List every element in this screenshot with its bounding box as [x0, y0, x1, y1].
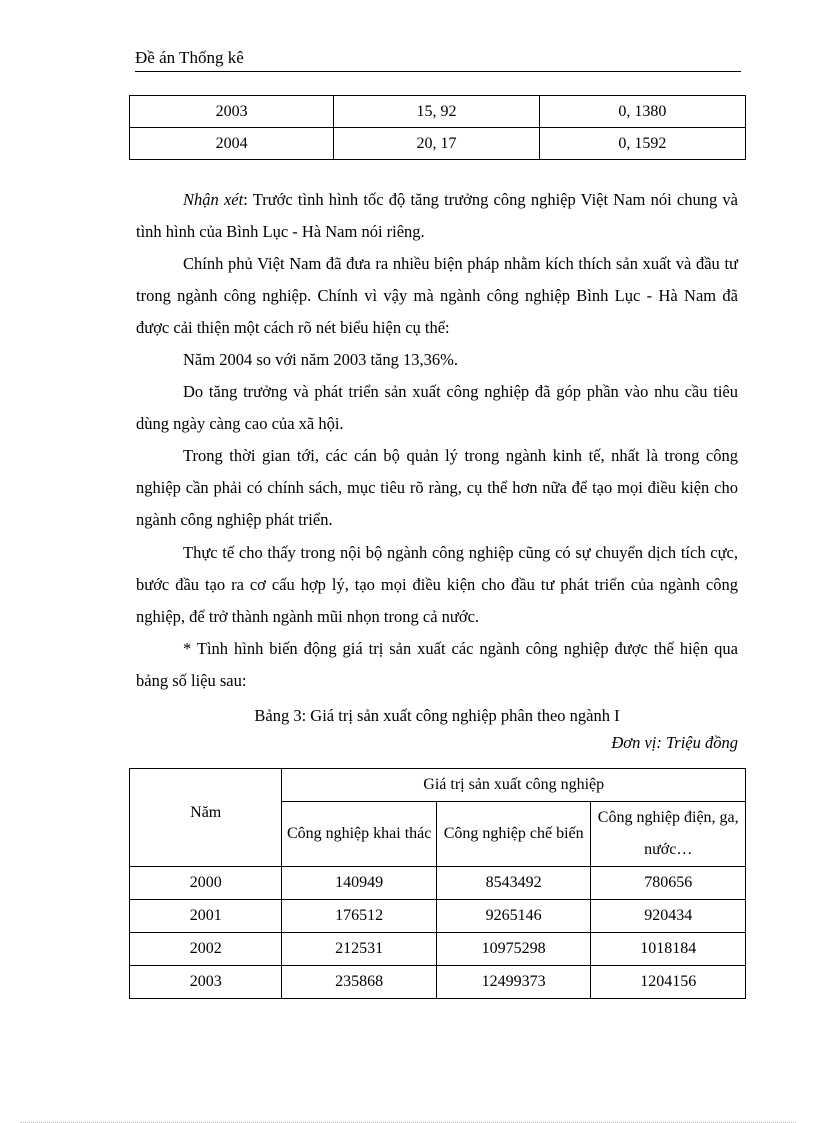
- table-cell: 12499373: [436, 966, 591, 999]
- paragraph-table-intro: * Tình hình biến động giá trị sản xuất các ngành công nghiệp được thể hiện qua bảng số liệu sau:: [136, 639, 738, 690]
- remark-text: : Trước tình hình tốc độ tăng trưởng công nghiệp Việt Nam nói chung và tình hình của Bình Lục - Hà Nam nói riêng.: [136, 190, 738, 241]
- industrial-output-table: [129, 768, 746, 999]
- table-cell: 235868: [282, 966, 436, 999]
- table-cell: 15, 92: [334, 96, 539, 128]
- table-cell: 140949: [282, 867, 436, 900]
- table-cell: 2002: [130, 933, 282, 966]
- paragraph-future-policy: Trong thời gian tới, các cán bộ quản lý trong ngành kinh tế, nhất là trong công nghiệp cần phải có chính sách, mục tiêu rõ ràng, cụ thể hơn nữa để tạo mọi điều kiện cho ngành công nghiệp phát triển.: [136, 446, 738, 529]
- utilities-column-header: Công nghiệp điện, ga, nước…: [591, 802, 746, 867]
- paragraph-consumption: Do tăng trưởng và phát triển sản xuất công nghiệp đã góp phần vào nhu cầu tiêu dùng ngày càng cao của xã hội.: [136, 382, 738, 433]
- document-header-title: Đề án Thống kê: [135, 48, 244, 67]
- table-cell: 10975298: [436, 933, 591, 966]
- table-row: [130, 900, 746, 933]
- growth-rate-table: [129, 95, 746, 160]
- table-cell: 2003: [130, 966, 282, 999]
- table-cell: 1018184: [591, 933, 746, 966]
- table-caption: Bảng 3: Giá trị sản xuất công nghiệp phân theo ngành I: [254, 706, 620, 725]
- paragraph-restructuring: Thực tế cho thấy trong nội bộ ngành công nghiệp cũng có sự chuyển dịch tích cực, bước đầu tạo ra cơ cấu hợp lý, tạo mọi điều kiện cho đầu tư phát triển của ngành công nghiệp, để trở thành ngành mũi nhọn trong cả nước.: [136, 543, 738, 626]
- processing-column-header: Công nghiệp chế biến: [436, 802, 591, 867]
- table-cell: 0, 1592: [539, 128, 745, 160]
- table-cell: 1204156: [591, 966, 746, 999]
- table-cell: 780656: [591, 867, 746, 900]
- table-cell: 212531: [282, 933, 436, 966]
- group-column-header: Giá trị sản xuất công nghiệp: [282, 769, 746, 802]
- paragraph-government-measures: Chính phủ Việt Nam đã đưa ra nhiều biện pháp nhằm kích thích sản xuất và đầu tư trong ngành công nghiệp. Chính vì vậy mà ngành công nghiệp Bình Lục - Hà Nam đã được cải thiện một cách rõ nét biểu hiện cụ thể:: [136, 254, 738, 337]
- paragraph-growth-statement: Năm 2004 so với năm 2003 tăng 13,36%.: [183, 350, 458, 369]
- paragraph-remark: [136, 184, 738, 248]
- year-column-header: Năm: [130, 769, 282, 867]
- table-cell: 8543492: [436, 867, 591, 900]
- table-cell: 2001: [130, 900, 282, 933]
- table-row: [130, 933, 746, 966]
- unit-label: Đơn vị: Triệu đồng: [611, 733, 738, 752]
- table-cell: 176512: [282, 900, 436, 933]
- remark-label: Nhận xét: [183, 190, 244, 209]
- table-cell: 2004: [130, 128, 334, 160]
- table-cell: 2003: [130, 96, 334, 128]
- header-divider: [135, 71, 741, 72]
- table-cell: 920434: [591, 900, 746, 933]
- table-cell: 2000: [130, 867, 282, 900]
- table-cell: 9265146: [436, 900, 591, 933]
- table-row: [130, 96, 746, 128]
- mining-column-header: Công nghiệp khai thác: [282, 802, 436, 867]
- table-header-row: [130, 769, 746, 802]
- table-cell: 20, 17: [334, 128, 539, 160]
- table-row: [130, 128, 746, 160]
- table-row: [130, 867, 746, 900]
- table-row: [130, 966, 746, 999]
- table-cell: 0, 1380: [539, 96, 745, 128]
